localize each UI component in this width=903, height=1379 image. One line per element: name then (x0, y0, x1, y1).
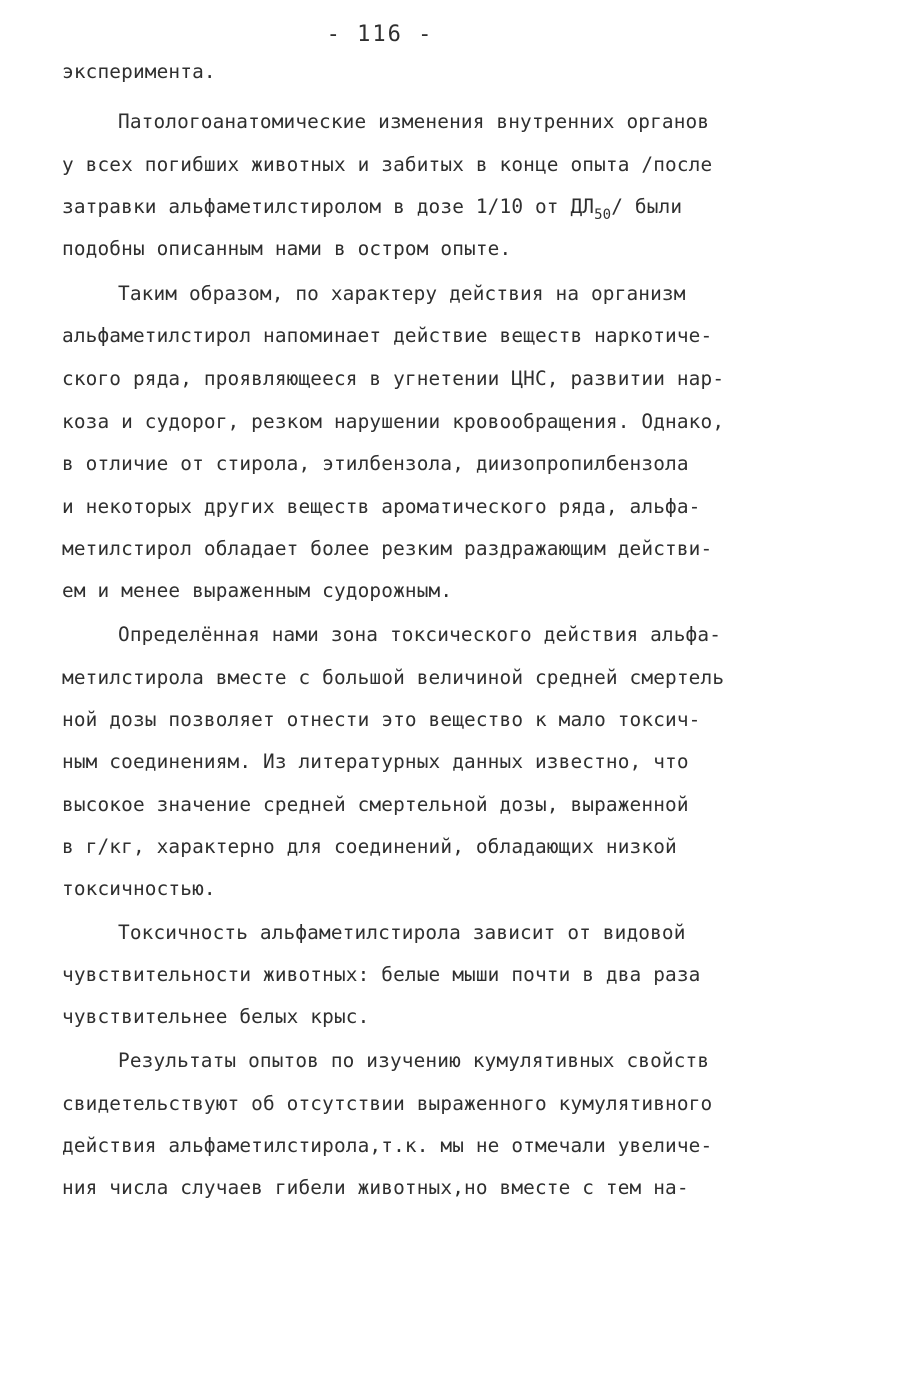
text-line: чувствительнее белых крыс. (62, 1005, 370, 1028)
text-line: ной дозы позволяет отнести это вещество к мало токсич- (62, 708, 701, 731)
text-line: ского ряда, проявляющееся в угнетении ЦНС, развитии нар- (62, 367, 725, 390)
subscript: 50 (594, 207, 612, 223)
text-line: действия альфаметилстирола,т.к. мы не отмечали увеличе- (62, 1134, 713, 1157)
text-line: в отличие от стирола, этилбензола, диизопропилбензола (62, 452, 689, 475)
text-line: высокое значение средней смертельной дозы, выраженной (62, 793, 689, 816)
text-line: эксперимента. (62, 60, 216, 83)
paragraph-start-line: Токсичность альфаметилстирола зависит от видовой (118, 921, 686, 944)
text-line: ем и менее выраженным судорожным. (62, 579, 453, 602)
text-line-with-subscript (62, 197, 682, 222)
paragraph-start-line: Результаты опытов по изучению кумулятивных свойств (118, 1049, 710, 1072)
text-line: ным соединениям. Из литературных данных известно, что (62, 750, 689, 773)
paragraph-start-line: Таким образом, по характеру действия на организм (118, 282, 686, 305)
text-segment: / были (611, 195, 683, 218)
text-line: в г/кг, характерно для соединений, обладающих низкой (62, 835, 677, 858)
text-line: и некоторых других веществ ароматического ряда, альфа- (62, 495, 701, 518)
text-line: метилстирола вместе с большой величиной средней смертель (62, 666, 725, 689)
text-line: коза и судорог, резком нарушении кровообращения. Однако, (62, 410, 725, 433)
text-line: альфаметилстирол напоминает действие веществ наркотиче- (62, 324, 713, 347)
text-line: у всех погибших животных и забитых в конце опыта /после (62, 153, 713, 176)
text-line: подобны описанным нами в остром опыте. (62, 237, 512, 260)
text-line: метилстирол обладает более резким раздражающим действи- (62, 537, 713, 560)
text-line: чувствительности животных: белые мыши почти в два раза (62, 963, 701, 986)
text-line: ния числа случаев гибели животных,но вместе с тем на- (62, 1176, 689, 1199)
paragraph-start-line: Патологоанатомические изменения внутренних органов (118, 110, 710, 133)
text-line: свидетельствуют об отсутствии выраженного кумулятивного (62, 1092, 713, 1115)
page-number: - 116 - (326, 22, 434, 47)
text-segment: затравки альфаметилстиролом в дозе 1/10 от ДЛ (62, 195, 595, 218)
text-line: токсичностью. (62, 877, 216, 900)
paragraph-start-line: Определённая нами зона токсического действия альфа- (118, 623, 722, 646)
